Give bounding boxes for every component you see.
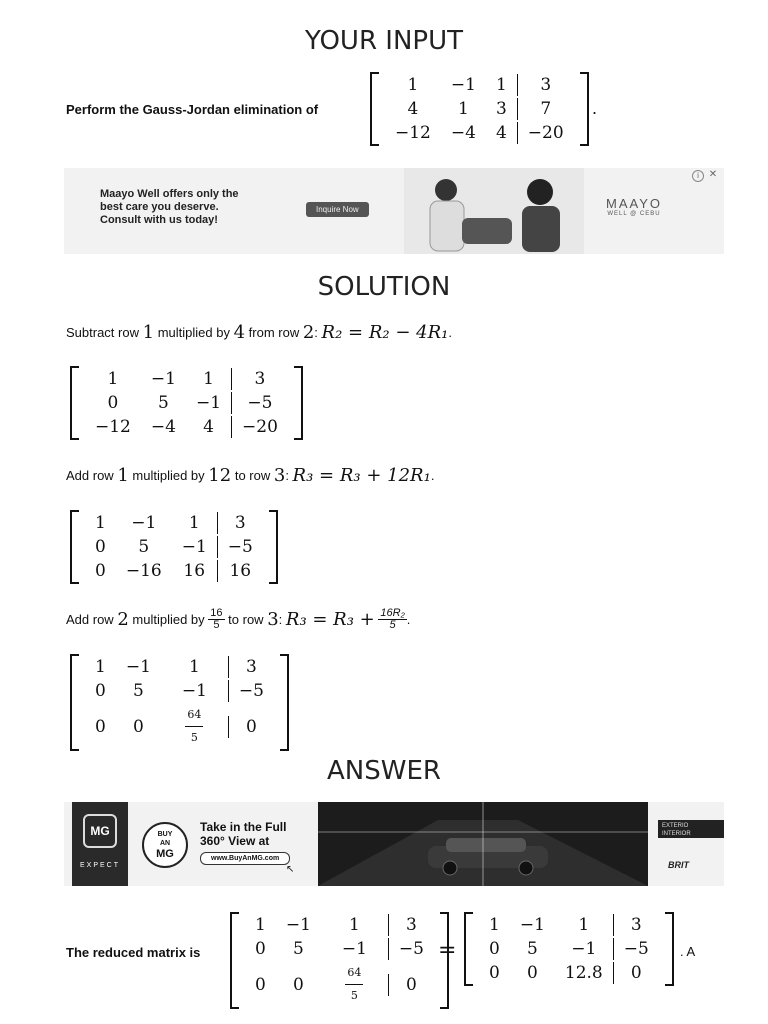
ad2-right-interior: INTERIOR: [662, 831, 691, 837]
step1-description: Subtract row 1 multiplied by 4 from row 2 : R₂ = R₂ − 4R₁ .: [66, 322, 452, 343]
step3-frac-den: 5: [213, 619, 220, 631]
matrix-cell: −1: [450, 75, 476, 95]
matrix-cell: 1: [95, 657, 106, 677]
ad2-url-button[interactable]: www.BuyAnMG.com: [200, 852, 290, 865]
matrix-cell: −1: [181, 537, 207, 557]
solution-heading: SOLUTION: [317, 272, 451, 302]
close-icon[interactable]: ✕: [708, 169, 718, 180]
matrix-cell: −20: [231, 416, 288, 438]
matrix-cell: 1: [407, 75, 419, 95]
step2-mid: multiplied by: [132, 468, 205, 483]
ad1-text-line2: best care you deserve.: [100, 201, 219, 213]
matrix-cell: −4: [150, 417, 176, 437]
step3-description: Add row 2 multiplied by $\frac{16}{5}$ to row 3 : R₃ = R₃ + $\frac{\text{16R₂}}{5}$ .: [66, 607, 411, 631]
ad1-inquire-button[interactable]: Inquire Now: [306, 202, 369, 217]
left-bracket: [70, 654, 79, 751]
step1-text: Subtract row: [66, 325, 139, 340]
matrix-cell: 0: [255, 939, 266, 959]
step1-multiplier: 4: [233, 322, 246, 343]
matrix-cell: 0: [489, 939, 500, 959]
mg-text: MG: [156, 848, 174, 860]
step2-description: Add row 1 multiplied by 12 to row 3 : R₃ = R₃ + 12R₁ .: [66, 465, 435, 486]
matrix-cell: −1: [131, 513, 157, 533]
matrix-cell: 0: [228, 716, 274, 738]
matrix-cell: $\frac{64}{5}$: [161, 704, 228, 749]
matrix-cell: 0: [95, 681, 106, 701]
answer-prefix: The reduced matrix is: [66, 945, 201, 960]
matrix-cell: −1: [195, 393, 222, 413]
left-bracket: [464, 912, 473, 986]
matrix-cell: 1: [255, 915, 266, 935]
matrix-cell: −1: [150, 369, 176, 389]
answer-statement: [66, 945, 200, 960]
step3-fraction: [208, 608, 224, 631]
matrix-cell: 3: [228, 656, 274, 678]
step2-mid2: to row: [234, 468, 271, 483]
step3-mid: multiplied by: [132, 612, 205, 627]
ad1-brand: MAAYO: [606, 196, 662, 211]
your-input-heading: YOUR INPUT: [305, 26, 463, 56]
step2-equation: R₃ = R₃ + 12R₁: [292, 465, 431, 486]
right-bracket: [280, 654, 289, 751]
ad1-photo: [404, 168, 584, 254]
matrix-cell: 3: [613, 914, 659, 936]
matrix-cell: 16: [217, 560, 263, 582]
matrix-cell: 0: [95, 716, 106, 737]
matrix-cell: 0: [95, 561, 106, 581]
matrix-cell: 3: [495, 99, 507, 119]
matrix-step3: [70, 654, 289, 751]
matrix-cell: 0: [613, 962, 659, 984]
matrix-cell: 1: [188, 657, 200, 677]
step2-target-row: 3: [273, 465, 286, 486]
step3-eq-fraction: [378, 608, 406, 631]
matrix-cell: 1: [203, 369, 214, 389]
matrix-cell: 1: [458, 99, 469, 119]
matrix-step2: [70, 510, 278, 584]
buy-an-mg-badge: [142, 822, 188, 868]
left-bracket: [230, 912, 239, 1009]
step1-equation: R₂ = R₂ − 4R₁: [321, 322, 449, 343]
matrix-cell: −5: [231, 392, 288, 414]
matrix-cell: 5: [158, 393, 169, 413]
ad2-right-brit: BRIT: [668, 860, 689, 870]
left-bracket: [70, 510, 79, 584]
step3-end: .: [406, 612, 411, 627]
step3-mid2: to row: [228, 612, 264, 627]
matrix-cell: −12: [395, 123, 431, 143]
answer-matrix-right: [464, 912, 674, 986]
matrix-cell: 16: [183, 561, 206, 581]
step2-multiplier: 12: [208, 465, 232, 486]
matrix-cell: 12.8: [564, 963, 603, 983]
ad-banner-mg[interactable]: [64, 802, 724, 886]
matrix-cell: 4: [495, 123, 507, 143]
answer-equals: =: [438, 938, 457, 963]
matrix-cell: 1: [188, 513, 200, 533]
matrix-cell: 0: [95, 537, 106, 557]
matrix-cell: −1: [571, 939, 597, 959]
left-bracket: [370, 72, 379, 146]
matrix-cell: 5: [292, 939, 304, 959]
ad2-line2: 360° View at: [200, 834, 270, 848]
answer-suffix: . A: [680, 944, 696, 959]
matrix-cell: −1: [285, 915, 311, 935]
ad1-text-line1: Maayo Well offers only the: [100, 188, 239, 200]
buy-text: BUY: [157, 831, 173, 838]
matrix-cell: −5: [613, 938, 659, 960]
matrix-cell: 1: [489, 915, 500, 935]
matrix-cell: 1: [107, 369, 119, 389]
ad1-text-line3: Consult with us today!: [100, 214, 218, 226]
matrix-cell: $\frac{64}{5}$: [321, 962, 388, 1007]
matrix-cell: 1: [348, 915, 360, 935]
ad2-line1: Take in the Full: [200, 820, 287, 834]
step3-frac-num: 16: [210, 607, 223, 619]
left-bracket: [70, 366, 79, 440]
matrix-cell: 0: [526, 963, 538, 983]
matrix-cell: −5: [217, 536, 263, 558]
matrix-cell: −12: [95, 417, 131, 437]
matrix-cell: −5: [228, 680, 274, 702]
ad1-brand-sub: WELL @ CEBU: [607, 211, 661, 217]
matrix-cell: 1: [578, 915, 590, 935]
matrix-cell: 4: [407, 99, 419, 119]
answer-matrix-left: [230, 912, 449, 1009]
matrix-cell: 5: [526, 939, 538, 959]
matrix-cell: 0: [489, 963, 500, 983]
ad2-car-photo: [318, 802, 648, 886]
matrix-cell: 7: [517, 98, 574, 120]
info-icon[interactable]: i: [692, 170, 704, 182]
input-matrix: [370, 72, 589, 146]
matrix-cell: 4: [203, 417, 214, 437]
matrix-cell: 0: [388, 974, 434, 996]
step1-target-row: 2: [302, 322, 315, 343]
step3-eq-den: 5: [389, 619, 396, 631]
matrix-cell: 3: [231, 368, 288, 390]
matrix-cell: −1: [181, 681, 207, 701]
right-bracket: [580, 72, 589, 146]
input-statement: [66, 102, 318, 117]
input-prefix: Perform the Gauss-Jordan elimination of: [66, 102, 319, 117]
step3-equation: R₃ = R₃ +: [285, 609, 375, 630]
matrix-cell: 0: [292, 974, 304, 995]
matrix-cell: −4: [450, 123, 476, 143]
step3-target-row: 3: [267, 609, 279, 630]
matrix-cell: −16: [125, 561, 162, 581]
step2-row: 1: [117, 465, 129, 486]
matrix-cell: 1: [95, 513, 106, 533]
right-bracket: [269, 510, 278, 584]
matrix-cell: 1: [495, 75, 507, 95]
step1-row: 1: [142, 322, 155, 343]
ad-banner-maayo[interactable]: [64, 168, 724, 254]
an-text: AN: [159, 840, 171, 847]
answer-heading: ANSWER: [327, 756, 441, 786]
matrix-cell: −20: [517, 122, 574, 144]
step3-eq-num: 16R₂: [380, 607, 405, 619]
right-bracket: [294, 366, 303, 440]
matrix-cell: −1: [341, 939, 367, 959]
matrix-cell: −1: [125, 657, 151, 677]
matrix-cell: 0: [255, 974, 266, 995]
step1-end: .: [448, 325, 452, 340]
ad2-right-exterior: EXTERIO: [662, 823, 689, 829]
matrix-cell: 3: [517, 74, 574, 96]
matrix-cell: 3: [217, 512, 263, 534]
matrix-cell: 5: [138, 537, 150, 557]
mg-tagline: EXPECT: [79, 862, 120, 869]
step1-mid: multiplied by: [157, 325, 230, 340]
matrix-step1: [70, 366, 303, 440]
step2-end: .: [430, 468, 435, 483]
mg-logo-badge: MG: [83, 814, 117, 848]
step2-text: Add row: [66, 468, 114, 483]
matrix-cell: 0: [107, 393, 119, 413]
right-bracket: [665, 912, 674, 986]
mg-logo: [72, 802, 128, 886]
step3-text: Add row: [66, 612, 114, 627]
matrix-cell: −1: [519, 915, 545, 935]
cursor-icon: ↖: [286, 864, 295, 875]
matrix-cell: −5: [388, 938, 434, 960]
step3-row: 2: [117, 609, 129, 630]
matrix-cell: 3: [388, 914, 434, 936]
step1-mid2: from row: [248, 325, 300, 340]
input-suffix: .: [592, 98, 598, 118]
matrix-cell: 0: [132, 716, 144, 737]
matrix-cell: 5: [132, 681, 144, 701]
